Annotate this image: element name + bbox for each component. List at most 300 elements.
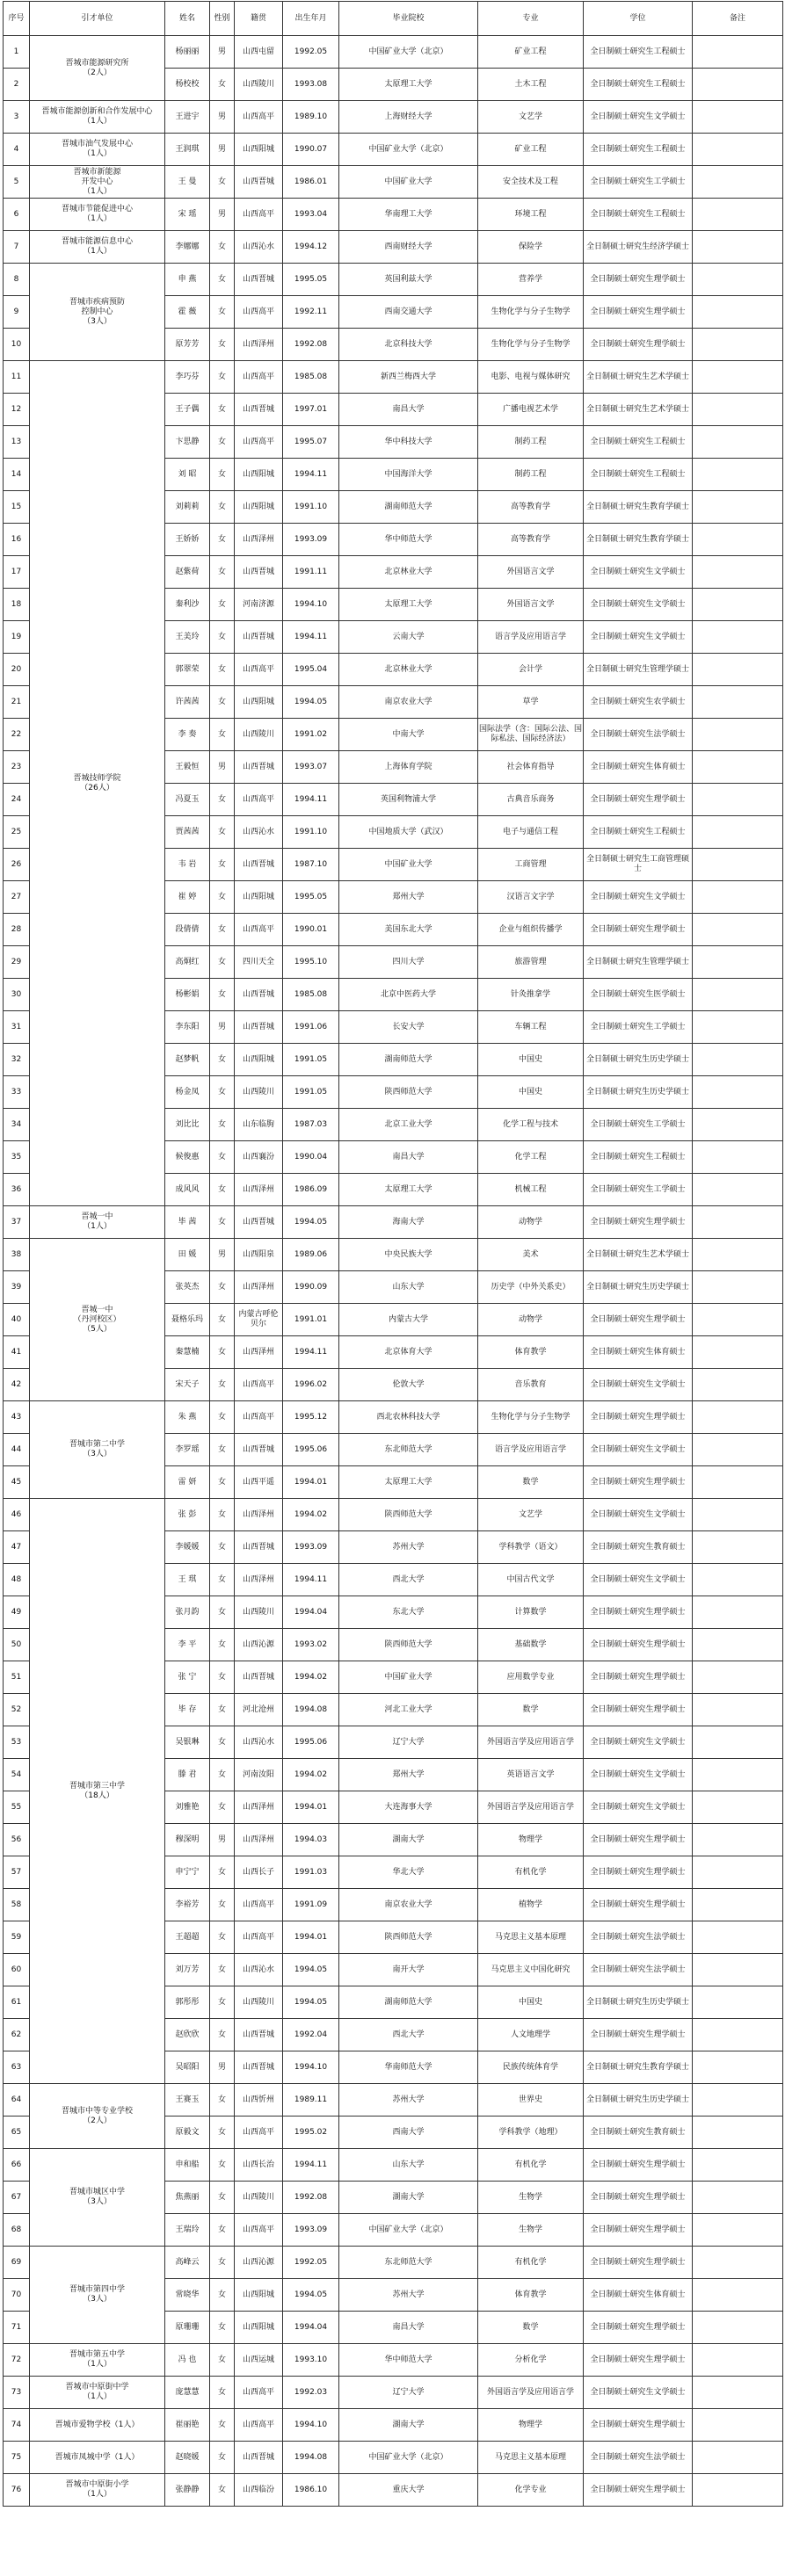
cell-note xyxy=(693,166,783,199)
cell-name: 卞思静 xyxy=(165,426,210,459)
cell-no: 12 xyxy=(4,394,30,426)
cell-origin: 山西高平 xyxy=(235,2409,283,2442)
cell-degree: 全日制硕士研究生管理学硕士 xyxy=(584,654,693,686)
cell-no: 35 xyxy=(4,1141,30,1174)
cell-sex: 女 xyxy=(210,946,235,979)
cell-name: 成风风 xyxy=(165,1174,210,1206)
cell-no: 32 xyxy=(4,1044,30,1076)
cell-note xyxy=(693,1434,783,1466)
cell-origin: 山西高平 xyxy=(235,101,283,134)
cell-origin: 山西泽州 xyxy=(235,329,283,361)
cell-birth: 1991.09 xyxy=(283,1889,339,1921)
cell-name: 原芳芳 xyxy=(165,329,210,361)
cell-birth: 1994.03 xyxy=(283,1824,339,1856)
cell-degree: 全日制硕士研究生理学硕士 xyxy=(584,1304,693,1336)
cell-sex: 女 xyxy=(210,2474,235,2507)
cell-note xyxy=(693,1499,783,1531)
cell-origin: 山西晋城 xyxy=(235,1661,283,1694)
cell-no: 23 xyxy=(4,751,30,784)
cell-name: 李罗瑶 xyxy=(165,1434,210,1466)
cell-name: 王毅恒 xyxy=(165,751,210,784)
cell-origin: 内蒙古呼伦贝尔 xyxy=(235,1304,283,1336)
cell-note xyxy=(693,2279,783,2312)
cell-major: 汉语言文字学 xyxy=(478,881,584,914)
cell-major: 外国语言学及应用语言学 xyxy=(478,2377,584,2409)
cell-school: 湖南大学 xyxy=(339,1824,478,1856)
cell-degree: 全日制硕士研究生法学硕士 xyxy=(584,2442,693,2474)
cell-school: 西北大学 xyxy=(339,2019,478,2051)
cell-note xyxy=(693,849,783,881)
cell-sex: 女 xyxy=(210,296,235,329)
cell-origin: 山西阳城 xyxy=(235,881,283,914)
cell-no: 60 xyxy=(4,1954,30,1986)
cell-origin: 山西晋城 xyxy=(235,751,283,784)
cell-birth: 1992.08 xyxy=(283,2182,339,2214)
cell-birth: 1994.01 xyxy=(283,1466,339,1499)
cell-sex: 女 xyxy=(210,264,235,296)
table-row xyxy=(4,361,783,394)
cell-sex: 女 xyxy=(210,914,235,946)
cell-sex: 女 xyxy=(210,1596,235,1629)
cell-birth: 1995.12 xyxy=(283,1401,339,1434)
cell-sex: 女 xyxy=(210,1694,235,1726)
cell-note xyxy=(693,1531,783,1564)
cell-note xyxy=(693,264,783,296)
cell-note xyxy=(693,426,783,459)
cell-origin: 山西高平 xyxy=(235,1889,283,1921)
cell-birth: 1986.09 xyxy=(283,1174,339,1206)
cell-name: 李娜娜 xyxy=(165,231,210,264)
cell-sex: 女 xyxy=(210,1564,235,1596)
cell-origin: 山西屯留 xyxy=(235,36,283,69)
cell-sex: 女 xyxy=(210,1531,235,1564)
cell-note xyxy=(693,491,783,524)
cell-birth: 1990.07 xyxy=(283,134,339,166)
cell-name: 毕 茜 xyxy=(165,1206,210,1239)
cell-school: 苏州大学 xyxy=(339,1531,478,1564)
cell-origin: 山西晋城 xyxy=(235,166,283,199)
cell-name: 张静静 xyxy=(165,2474,210,2507)
cell-degree: 全日制硕士研究生体育硕士 xyxy=(584,1336,693,1369)
cell-note xyxy=(693,2409,783,2442)
cell-school: 太原理工大学 xyxy=(339,1466,478,1499)
cell-birth: 1991.03 xyxy=(283,1856,339,1889)
cell-school: 中国矿业大学 xyxy=(339,1661,478,1694)
header-row xyxy=(4,2,783,36)
cell-degree: 全日制硕士研究生体育硕士 xyxy=(584,751,693,784)
cell-school: 辽宁大学 xyxy=(339,1726,478,1759)
cell-name: 申和船 xyxy=(165,2149,210,2182)
cell-origin: 山西晋城 xyxy=(235,1206,283,1239)
cell-degree: 全日制硕士研究生理学硕士 xyxy=(584,1466,693,1499)
cell-degree: 全日制硕士研究生理学硕士 xyxy=(584,1824,693,1856)
cell-school: 英国利物浦大学 xyxy=(339,784,478,816)
cell-birth: 1992.05 xyxy=(283,36,339,69)
cell-birth: 1994.12 xyxy=(283,231,339,264)
cell-origin: 山西晋城 xyxy=(235,264,283,296)
cell-no: 27 xyxy=(4,881,30,914)
cell-birth: 1994.04 xyxy=(283,2312,339,2344)
table-row xyxy=(4,2474,783,2507)
cell-major: 生物学 xyxy=(478,2182,584,2214)
cell-major: 高等教育学 xyxy=(478,491,584,524)
cell-school: 北京中医药大学 xyxy=(339,979,478,1011)
cell-degree: 全日制硕士研究生理学硕士 xyxy=(584,1661,693,1694)
cell-major: 音乐教育 xyxy=(478,1369,584,1401)
cell-name: 刘莉莉 xyxy=(165,491,210,524)
cell-unit: 晋城市节能促进中心 （1人） xyxy=(30,199,165,231)
cell-degree: 全日制硕士研究生工程硕士 xyxy=(584,199,693,231)
cell-sex: 男 xyxy=(210,101,235,134)
cell-name: 宋天子 xyxy=(165,1369,210,1401)
cell-no: 73 xyxy=(4,2377,30,2409)
cell-no: 4 xyxy=(4,134,30,166)
cell-name: 王娇娇 xyxy=(165,524,210,556)
cell-major: 生物学 xyxy=(478,2214,584,2247)
cell-degree: 全日制硕士研究生艺术学硕士 xyxy=(584,1239,693,1271)
cell-name: 郭彤彤 xyxy=(165,1986,210,2019)
cell-birth: 1987.10 xyxy=(283,849,339,881)
cell-birth: 1995.10 xyxy=(283,946,339,979)
cell-sex: 女 xyxy=(210,2247,235,2279)
cell-note xyxy=(693,589,783,621)
cell-origin: 山西高平 xyxy=(235,654,283,686)
cell-origin: 山西沁水 xyxy=(235,1954,283,1986)
cell-birth: 1994.08 xyxy=(283,2442,339,2474)
cell-degree: 全日制硕士研究生工学硕士 xyxy=(584,1109,693,1141)
cell-school: 西北大学 xyxy=(339,1564,478,1596)
cell-degree: 全日制硕士研究生理学硕士 xyxy=(584,1629,693,1661)
cell-birth: 1987.03 xyxy=(283,1109,339,1141)
cell-degree: 全日制硕士研究生理学硕士 xyxy=(584,914,693,946)
cell-note xyxy=(693,1596,783,1629)
cell-school: 郑州大学 xyxy=(339,881,478,914)
cell-school: 中国矿业大学 xyxy=(339,166,478,199)
table-row xyxy=(4,2247,783,2279)
header-school: 毕业院校 xyxy=(339,2,478,36)
table-row xyxy=(4,2409,783,2442)
cell-note xyxy=(693,1564,783,1596)
cell-note xyxy=(693,459,783,491)
cell-unit: 晋城市能源研究所 （2人） xyxy=(30,36,165,101)
cell-origin: 山西高平 xyxy=(235,296,283,329)
cell-sex: 女 xyxy=(210,394,235,426)
cell-no: 63 xyxy=(4,2051,30,2084)
cell-major: 车辆工程 xyxy=(478,1011,584,1044)
cell-origin: 山西泽州 xyxy=(235,1271,283,1304)
cell-origin: 山西襄汾 xyxy=(235,1141,283,1174)
cell-name: 王润琪 xyxy=(165,134,210,166)
cell-degree: 全日制硕士研究生理学硕士 xyxy=(584,1401,693,1434)
cell-degree: 全日制硕士研究生教育学硕士 xyxy=(584,524,693,556)
cell-name: 张 宁 xyxy=(165,1661,210,1694)
cell-origin: 山西沁水 xyxy=(235,231,283,264)
cell-degree: 全日制硕士研究生教育学硕士 xyxy=(584,2051,693,2084)
cell-sex: 女 xyxy=(210,1499,235,1531)
cell-note xyxy=(693,1954,783,1986)
cell-school: 湖南师范大学 xyxy=(339,1044,478,1076)
cell-school: 内蒙古大学 xyxy=(339,1304,478,1336)
cell-birth: 1989.10 xyxy=(283,101,339,134)
cell-no: 69 xyxy=(4,2247,30,2279)
cell-sex: 女 xyxy=(210,979,235,1011)
cell-origin: 山西陵川 xyxy=(235,69,283,101)
cell-birth: 1994.10 xyxy=(283,2409,339,2442)
header-note: 备注 xyxy=(693,2,783,36)
cell-degree: 全日制硕士研究生文学硕士 xyxy=(584,621,693,654)
cell-origin: 山西高平 xyxy=(235,2117,283,2149)
cell-school: 北京体育大学 xyxy=(339,1336,478,1369)
cell-name: 穆深明 xyxy=(165,1824,210,1856)
cell-note xyxy=(693,1401,783,1434)
cell-sex: 女 xyxy=(210,1661,235,1694)
cell-school: 云南大学 xyxy=(339,621,478,654)
table-row xyxy=(4,264,783,296)
cell-birth: 1991.06 xyxy=(283,1011,339,1044)
cell-note xyxy=(693,231,783,264)
cell-note xyxy=(693,1759,783,1791)
cell-no: 45 xyxy=(4,1466,30,1499)
cell-no: 58 xyxy=(4,1889,30,1921)
cell-origin: 山西泽州 xyxy=(235,1174,283,1206)
cell-name: 张月韵 xyxy=(165,1596,210,1629)
cell-no: 64 xyxy=(4,2084,30,2117)
cell-unit: 晋城一中 （1人） xyxy=(30,1206,165,1239)
cell-degree: 全日制硕士研究生文学硕士 xyxy=(584,1434,693,1466)
cell-major: 外国语言文学 xyxy=(478,589,584,621)
cell-origin: 山西晋城 xyxy=(235,849,283,881)
cell-note xyxy=(693,2117,783,2149)
cell-sex: 女 xyxy=(210,654,235,686)
cell-sex: 女 xyxy=(210,2182,235,2214)
header-origin: 籍贯 xyxy=(235,2,283,36)
cell-origin: 山西泽州 xyxy=(235,1824,283,1856)
cell-origin: 山西沁水 xyxy=(235,816,283,849)
cell-sex: 女 xyxy=(210,1466,235,1499)
cell-sex: 女 xyxy=(210,1954,235,1986)
cell-note xyxy=(693,686,783,719)
cell-origin: 山西高平 xyxy=(235,914,283,946)
cell-name: 刘雅艳 xyxy=(165,1791,210,1824)
cell-no: 53 xyxy=(4,1726,30,1759)
cell-origin: 山西晋城 xyxy=(235,1531,283,1564)
cell-sex: 女 xyxy=(210,2442,235,2474)
cell-origin: 山西阳城 xyxy=(235,686,283,719)
cell-note xyxy=(693,1271,783,1304)
cell-origin: 四川天全 xyxy=(235,946,283,979)
cell-school: 四川大学 xyxy=(339,946,478,979)
cell-degree: 全日制硕士研究生文学硕士 xyxy=(584,1369,693,1401)
cell-degree: 全日制硕士研究生理学硕士 xyxy=(584,1596,693,1629)
cell-sex: 男 xyxy=(210,1011,235,1044)
cell-sex: 女 xyxy=(210,491,235,524)
cell-no: 72 xyxy=(4,2344,30,2377)
cell-major: 文艺学 xyxy=(478,101,584,134)
cell-no: 10 xyxy=(4,329,30,361)
cell-note xyxy=(693,296,783,329)
cell-unit: 晋城市城区中学 （3人） xyxy=(30,2149,165,2247)
cell-birth: 1995.05 xyxy=(283,264,339,296)
cell-school: 华南理工大学 xyxy=(339,199,478,231)
cell-major: 草学 xyxy=(478,686,584,719)
cell-school: 华南师范大学 xyxy=(339,2051,478,2084)
cell-origin: 山西泽州 xyxy=(235,1499,283,1531)
cell-name: 秦慧楠 xyxy=(165,1336,210,1369)
cell-name: 李 平 xyxy=(165,1629,210,1661)
cell-major: 国际法学（含：国际公法、国际私法、国际经济法） xyxy=(478,719,584,751)
cell-name: 崔丽艳 xyxy=(165,2409,210,2442)
cell-sex: 女 xyxy=(210,2117,235,2149)
cell-sex: 女 xyxy=(210,621,235,654)
header-sex: 性别 xyxy=(210,2,235,36)
cell-name: 赵晓媛 xyxy=(165,2442,210,2474)
cell-birth: 1994.02 xyxy=(283,1661,339,1694)
cell-birth: 1992.08 xyxy=(283,329,339,361)
cell-degree: 全日制硕士研究生文学硕士 xyxy=(584,1564,693,1596)
cell-note xyxy=(693,719,783,751)
cell-name: 聂格乐玛 xyxy=(165,1304,210,1336)
cell-no: 56 xyxy=(4,1824,30,1856)
cell-origin: 山西临汾 xyxy=(235,2474,283,2507)
cell-unit: 晋城市中等专业学校 （2人） xyxy=(30,2084,165,2149)
cell-degree: 全日制硕士研究生理学硕士 xyxy=(584,2149,693,2182)
cell-note xyxy=(693,2084,783,2117)
cell-sex: 女 xyxy=(210,2279,235,2312)
cell-degree: 全日制硕士研究生理学硕士 xyxy=(584,2409,693,2442)
cell-name: 常晓华 xyxy=(165,2279,210,2312)
cell-major: 外国语言学及应用语言学 xyxy=(478,1726,584,1759)
cell-no: 74 xyxy=(4,2409,30,2442)
cell-major: 会计学 xyxy=(478,654,584,686)
cell-no: 1 xyxy=(4,36,30,69)
cell-birth: 1991.10 xyxy=(283,491,339,524)
cell-name: 郭翠荣 xyxy=(165,654,210,686)
cell-birth: 1994.11 xyxy=(283,784,339,816)
cell-sex: 女 xyxy=(210,426,235,459)
cell-no: 6 xyxy=(4,199,30,231)
cell-degree: 全日制硕士研究生文学硕士 xyxy=(584,556,693,589)
cell-no: 15 xyxy=(4,491,30,524)
cell-origin: 山西陵川 xyxy=(235,1076,283,1109)
cell-name: 冯夏玉 xyxy=(165,784,210,816)
cell-sex: 女 xyxy=(210,361,235,394)
cell-birth: 1994.04 xyxy=(283,1596,339,1629)
cell-sex: 女 xyxy=(210,556,235,589)
cell-origin: 山西晋城 xyxy=(235,556,283,589)
cell-birth: 1990.09 xyxy=(283,1271,339,1304)
cell-major: 外国语言文学 xyxy=(478,556,584,589)
table-row xyxy=(4,2149,783,2182)
cell-degree: 全日制硕士研究生工程硕士 xyxy=(584,69,693,101)
cell-origin: 山西晋城 xyxy=(235,2051,283,2084)
cell-name: 秦利沙 xyxy=(165,589,210,621)
cell-name: 焦燕丽 xyxy=(165,2182,210,2214)
cell-sex: 女 xyxy=(210,2214,235,2247)
cell-origin: 山西长治 xyxy=(235,2149,283,2182)
cell-note xyxy=(693,946,783,979)
cell-birth: 1989.06 xyxy=(283,1239,339,1271)
table-row xyxy=(4,2344,783,2377)
cell-no: 61 xyxy=(4,1986,30,2019)
cell-school: 郑州大学 xyxy=(339,1759,478,1791)
cell-major: 马克思主义中国化研究 xyxy=(478,1954,584,1986)
cell-degree: 全日制硕士研究生工程硕士 xyxy=(584,1141,693,1174)
cell-birth: 1994.05 xyxy=(283,1206,339,1239)
cell-birth: 1993.02 xyxy=(283,1629,339,1661)
cell-origin: 山西陵川 xyxy=(235,1986,283,2019)
cell-no: 40 xyxy=(4,1304,30,1336)
cell-name: 刘万芳 xyxy=(165,1954,210,1986)
cell-degree: 全日制硕士研究生历史学硕士 xyxy=(584,2084,693,2117)
cell-major: 学科教学（地理） xyxy=(478,2117,584,2149)
table-row xyxy=(4,2377,783,2409)
cell-no: 18 xyxy=(4,589,30,621)
cell-origin: 山西泽州 xyxy=(235,1791,283,1824)
cell-degree: 全日制硕士研究生经济学硕士 xyxy=(584,231,693,264)
cell-birth: 1995.02 xyxy=(283,2117,339,2149)
cell-no: 67 xyxy=(4,2182,30,2214)
cell-major: 高等教育学 xyxy=(478,524,584,556)
cell-sex: 男 xyxy=(210,36,235,69)
cell-sex: 女 xyxy=(210,1791,235,1824)
cell-degree: 全日制硕士研究生理学硕士 xyxy=(584,2214,693,2247)
cell-birth: 1994.05 xyxy=(283,2279,339,2312)
cell-degree: 全日制硕士研究生工商管理硕士 xyxy=(584,849,693,881)
cell-sex: 男 xyxy=(210,134,235,166)
cell-degree: 全日制硕士研究生教育硕士 xyxy=(584,1531,693,1564)
cell-no: 75 xyxy=(4,2442,30,2474)
cell-major: 物理学 xyxy=(478,2409,584,2442)
cell-name: 李巧芬 xyxy=(165,361,210,394)
cell-birth: 1997.01 xyxy=(283,394,339,426)
cell-school: 陕西师范大学 xyxy=(339,1921,478,1954)
cell-note xyxy=(693,2344,783,2377)
cell-origin: 山西运城 xyxy=(235,2344,283,2377)
cell-no: 51 xyxy=(4,1661,30,1694)
cell-major: 马克思主义基本原理 xyxy=(478,1921,584,1954)
cell-origin: 山西长子 xyxy=(235,1856,283,1889)
cell-degree: 全日制硕士研究生理学硕士 xyxy=(584,2019,693,2051)
cell-name: 田 媛 xyxy=(165,1239,210,1271)
cell-no: 9 xyxy=(4,296,30,329)
cell-major: 环境工程 xyxy=(478,199,584,231)
cell-school: 东北师范大学 xyxy=(339,1434,478,1466)
cell-sex: 女 xyxy=(210,2377,235,2409)
cell-note xyxy=(693,2377,783,2409)
cell-sex: 女 xyxy=(210,816,235,849)
cell-no: 65 xyxy=(4,2117,30,2149)
cell-origin: 山西沁水 xyxy=(235,1726,283,1759)
cell-birth: 1993.09 xyxy=(283,524,339,556)
cell-unit: 晋城市中原街中学 （1人） xyxy=(30,2377,165,2409)
cell-school: 长安大学 xyxy=(339,1011,478,1044)
cell-birth: 1994.02 xyxy=(283,1759,339,1791)
cell-sex: 女 xyxy=(210,2344,235,2377)
table-row xyxy=(4,166,783,199)
cell-school: 中央民族大学 xyxy=(339,1239,478,1271)
cell-sex: 女 xyxy=(210,589,235,621)
table-row xyxy=(4,1499,783,1531)
cell-origin: 山西高平 xyxy=(235,199,283,231)
cell-birth: 1989.11 xyxy=(283,2084,339,2117)
cell-sex: 女 xyxy=(210,849,235,881)
header-major: 专业 xyxy=(478,2,584,36)
cell-note xyxy=(693,979,783,1011)
cell-school: 中国矿业大学（北京） xyxy=(339,134,478,166)
cell-major: 应用数学专业 xyxy=(478,1661,584,1694)
cell-unit: 晋城市能源创新和合作发展中心 （1人） xyxy=(30,101,165,134)
cell-note xyxy=(693,2214,783,2247)
